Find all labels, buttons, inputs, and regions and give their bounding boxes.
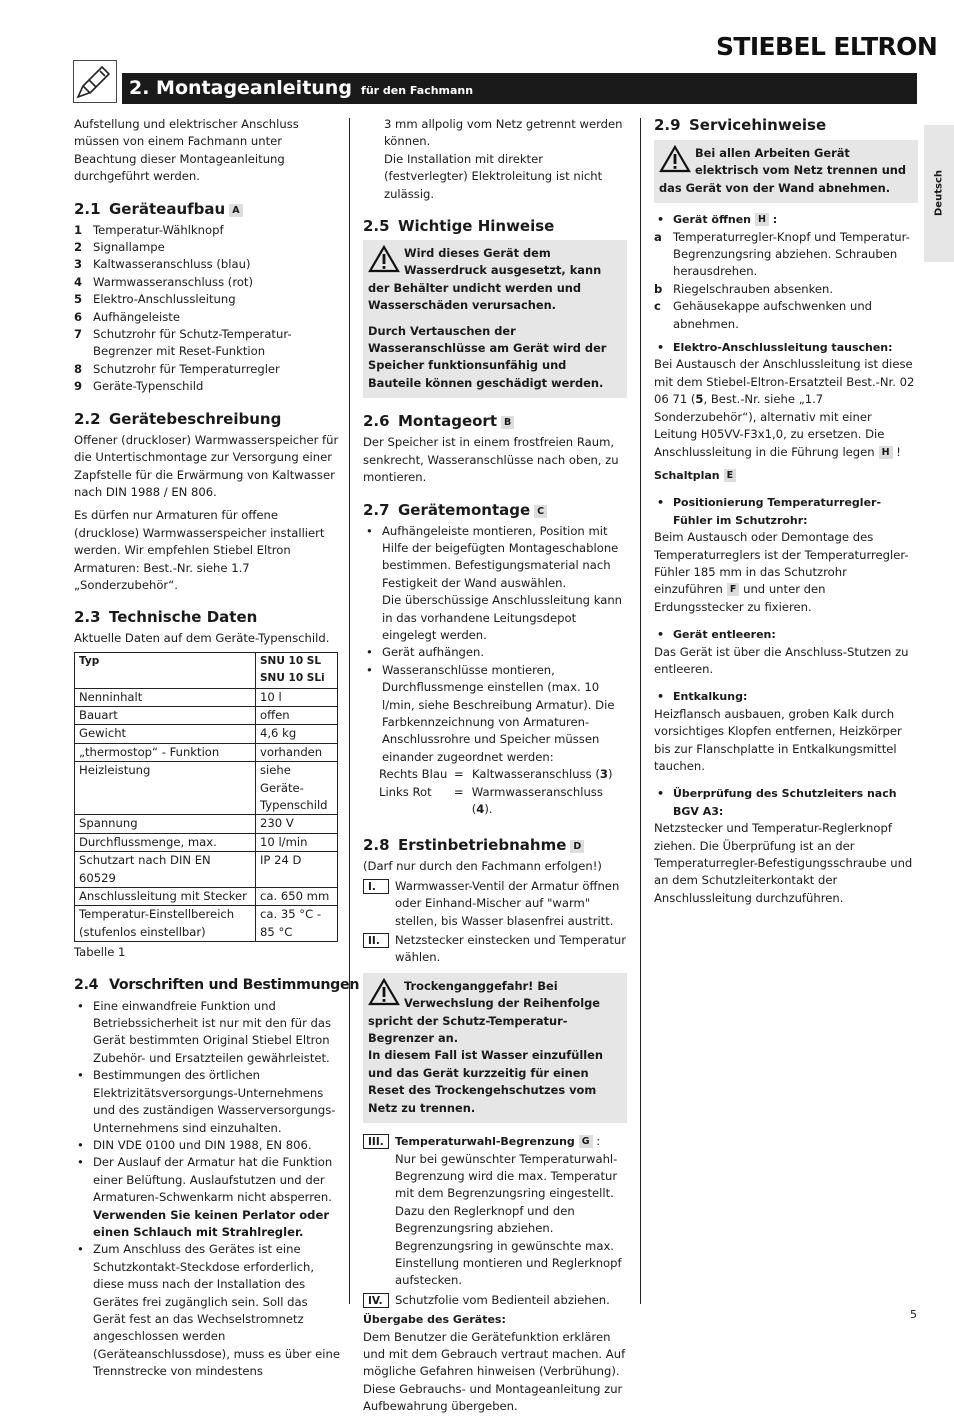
section-heading: 2.3 Technische Daten	[74, 608, 258, 627]
section-heading: 2.6 Montageort B	[363, 412, 627, 431]
step-item: II. Netzstecker einstecken und Temperatur wählen.	[363, 932, 627, 967]
paragraph: Netzstecker und Temperatur-Reglerknopf ziehen. Die Überprüfung ist an der Temperaturregler-Befestigungsschraube und an dem Schutzleiterkontakt der Anschlussleitung durchzuführen.	[654, 821, 913, 905]
section-heading: 2.4 Vorschriften und Bestimmungen	[74, 976, 360, 993]
table-row: Gewicht 4,6 kg	[75, 725, 338, 743]
section-title-bar	[122, 73, 917, 104]
paragraph: Dem Benutzer die Gerätefunktion erklären und mit dem Gebrauch vertraut machen. Auf mögliche Gefahren hinweisen (Verbrühung). Diese Gebrauchs- und Montageanleitung zur Aufbewahrung übergeben.	[363, 1329, 626, 1414]
warning-box: Wird dieses Gerät dem Wasserdruck ausgesetzt, kann der Behälter undicht werden und Wasserschäden verursachen. Durch Vertauschen der Wasseranschlüsse am Gerät wird der Speicher funktionsunfähig und Bauteile können geschädigt werden.	[363, 240, 627, 398]
screwdriver-icon	[73, 60, 117, 103]
table-row: Heizleistung siehe Geräte-Typenschild	[75, 762, 338, 815]
table-row: Spannung 230 V	[75, 815, 338, 833]
list-item: • Gerät entleeren:	[657, 628, 776, 642]
section-heading: 2.7 Gerätemontage C	[363, 501, 627, 520]
note-text: (Darf nur durch den Fachmann erfolgen!)	[363, 859, 602, 874]
warning-icon	[659, 145, 691, 173]
figure-ref: E	[724, 469, 737, 482]
tech-data-table	[74, 652, 338, 943]
list-item: • Gerät öffnen H :	[657, 213, 778, 227]
list-item: 7 Schutzrohr für Schutz-Temperatur-Begrenzer mit Reset-Funktion	[74, 327, 292, 359]
step-item: I. Warmwasser-Ventil der Armatur öffnen oder Einhand-Mischer auf "warm" stellen, bis Wasser blasenfrei austritt.	[363, 878, 627, 930]
list-item: • Wasseranschlüsse montieren, Durchflussmenge einstellen (max. 10 l/min, siehe Beschreibung Armatur). Die Farbkennzeichnung von Armaturen-Anschlussrohre und Speicher müssen einander zugeordnet werden:	[366, 662, 615, 764]
paragraph: Die Installation mit direkter (festverlegter) Elektroleitung ist nicht zulässig.	[384, 151, 603, 201]
parts-list	[74, 222, 342, 396]
brand-logo: STIEBEL ELTRON	[716, 32, 938, 61]
list-item: 6 Aufhängeleiste	[74, 309, 180, 324]
list-item: • Entkalkung:	[657, 690, 748, 704]
table-row: Durchflussmenge, max. 10 l/min	[75, 833, 338, 851]
page-number: 5	[910, 1308, 917, 1321]
figure-ref: D	[570, 840, 584, 853]
section-heading: 2.5 Wichtige Hinweise	[363, 217, 555, 236]
paragraph: Es dürfen nur Armaturen für offene (drucklose) Warmwasserspeicher installiert werden. Wir empfehlen Stiebel Eltron Armaturen: Best.-Nr. siehe 1.7 „Sonderzubehör“.	[74, 508, 325, 592]
paragraph: Beim Austausch oder Demontage des Temperaturreglers ist der Temperaturregler-Fühler 185 mm in das Schutzrohr einzuführen F und unter den Erdungsstecker zu fixieren.	[654, 530, 909, 614]
figure-ref: A	[229, 204, 242, 217]
figure-ref: G	[579, 1135, 593, 1148]
figure-ref: C	[534, 505, 547, 518]
table-header-row	[75, 652, 338, 688]
column-left	[74, 116, 360, 1381]
section-heading: 2.9 Servicehinweise	[654, 116, 827, 134]
paragraph: Aktuelle Daten auf dem Geräte-Typenschild.	[74, 631, 330, 646]
list-item: c Gehäusekappe aufschwenken und abnehmen.	[654, 299, 873, 331]
figure-ref: B	[501, 416, 514, 429]
table-header-cell: SNU 10 SL SNU 10 SLi	[256, 652, 338, 688]
list-item: 9 Geräte-Typenschild	[74, 379, 204, 394]
language-label: Deutsch	[933, 170, 945, 216]
paragraph: Das Gerät ist über die Anschluss-Stutzen zu entleeren.	[654, 644, 909, 676]
list-item: • Gerät aufhängen.	[366, 645, 485, 660]
column-divider	[640, 118, 641, 1304]
list-item: • Eine einwandfreie Funktion und Betriebssicherheit ist nur mit den für das Gerät bestimmten Original Stiebel Eltron Zubehör- und Ersatzteilen gewährleistet.	[77, 998, 332, 1065]
table-row: Schutzart nach DIN EN 60529 IP 24 D	[75, 852, 338, 888]
table-caption: Tabelle 1	[74, 945, 126, 960]
warning-box: Trockenganggefahr! Bei Verwechslung der Reihenfolge spricht der Schutz-Temperatur-Begrenzer an. In diesem Fall ist Wasser einzufüllen und das Gerät kurzzeitig für einen Reset des Trockengehschutzes vom Netz zu trennen.	[363, 973, 627, 1123]
list-item: • Positionierung Temperaturregler-Fühler im Schutzrohr:	[657, 496, 882, 527]
section-heading: 2.2 Gerätebeschreibung	[74, 409, 282, 428]
list-item: a Temperaturregler-Knopf und Temperatur-Begrenzungsring abziehen. Schrauben herausdrehen.	[654, 229, 910, 279]
table-header-cell: Typ	[75, 652, 256, 688]
list-item: 3 Kaltwasseranschluss (blau)	[74, 257, 251, 272]
paragraph: Der Speicher ist in einem frostfreien Raum, senkrecht, Wasseranschlüsse nach oben, zu montieren.	[363, 435, 619, 485]
paragraph: Bei Austausch der Anschlussleitung ist diese mit dem Stiebel-Eltron-Ersatzteil Best.-Nr. 02 06 71 (5, Best.-Nr. siehe „1.7 Sonderzubehör“), alternativ mit einer Leitung H05VV-F3x1,0, zu ersetzen. Die Anschlussleitung in die Führung legen H !	[654, 357, 915, 459]
table-row: Anschlussleitung mit Stecker ca. 650 mm	[75, 888, 338, 906]
column-middle	[363, 116, 627, 1422]
column-right	[654, 116, 918, 913]
warning-icon	[368, 245, 400, 273]
page-title: 2. Montageanleitung	[129, 77, 352, 99]
intro-text: Aufstellung und elektrischer Anschluss müssen von einem Fachmann unter Beachtung dieser Montageanleitung durchgeführt werden.	[74, 117, 299, 184]
paragraph: Heizflansch ausbauen, groben Kalk durch vorsichtiges Klopfen entfernen, Heizkörper bis zur Flanschplatte in Entkalkungsmittel tauchen.	[654, 706, 902, 773]
section-heading: 2.1 Geräteaufbau A	[74, 200, 342, 219]
paragraph: 3 mm allpolig vom Netz getrennt werden können.	[384, 117, 623, 149]
page-subtitle: für den Fachmann	[361, 84, 474, 97]
subheading: Übergabe des Gerätes:	[363, 1313, 506, 1327]
list-item: • Elektro-Anschlussleitung tauschen:	[657, 341, 893, 355]
warning-icon	[368, 978, 400, 1006]
column-divider	[349, 118, 350, 1304]
step-item: IV. Schutzfolie vom Bedienteil abziehen.	[363, 1292, 627, 1309]
table-row: Bauart offen	[75, 706, 338, 724]
subheading: Schaltplan E	[654, 467, 918, 484]
figure-ref: H	[755, 213, 769, 226]
table-row: Nenninhalt 10 l	[75, 688, 338, 706]
paragraph: Offener (druckloser) Warmwasserspeicher für die Untertischmontage zur Versorgung einer Zapfstelle für die Erwärmung von Kaltwasser nach DIN 1988 / EN 806.	[74, 432, 339, 499]
step-item: III. Temperaturwahl-Begrenzung G : Nur bei gewünschter Temperaturwahl-Begrenzung wird die max. Temperatur mit dem Begrenzungsring eingestellt. Dazu den Reglerknopf und den Begrenzungsring abziehen. Begrenzungsring in gewünschte max. Einstellung montieren und Reglerknopf aufstecken.	[363, 1133, 627, 1290]
list-item: b Riegelschrauben absenken.	[654, 281, 834, 296]
figure-ref: F	[727, 583, 740, 596]
list-item: • Zum Anschluss des Gerätes ist eine Schutzkontakt-Steckdose erforderlich, diese muss nach der Installation des Gerätes frei zugänglich sein. Soll das Gerät fest an das Wechselstromnetz angeschlossen werden (Geräteanschlussdose), muss es über eine Trennstrecke von mindestens	[77, 1242, 340, 1379]
list-item: 8 Schutzrohr für Temperaturregler	[74, 361, 280, 376]
list-item: • DIN VDE 0100 und DIN 1988, EN 806.	[77, 1137, 312, 1152]
list-item: • Überprüfung des Schutzleiters nach BGV A3:	[657, 787, 897, 818]
color-mapping: Links Rot = Warmwasseranschluss (4).	[379, 784, 603, 816]
list-item: • Der Auslauf der Armatur hat die Funktion einer Belüftung. Auslaufstutzen und der Armaturen-Schwenkarm nicht absperren. Verwenden Sie keinen Perlator oder einen Schlauch mit Strahlregler.	[77, 1155, 333, 1239]
table-row: Temperatur-Einstellbereich (stufenlos einstellbar) ca. 35 °C - 85 °C	[75, 906, 338, 942]
language-tab	[924, 125, 954, 262]
list-item: 2 Signallampe	[74, 240, 165, 255]
figure-ref: H	[879, 446, 893, 459]
list-item: • Bestimmungen des örtlichen Elektrizitätsversorgungs-Unternehmens und des zuständigen Wasserversorgungs-Unternehmens sind einzuhalten.	[77, 1068, 336, 1135]
section-heading: 2.8 Erstinbetriebnahme D	[363, 836, 627, 855]
warning-box: Bei allen Arbeiten Gerät elektrisch vom Netz trennen und das Gerät von der Wand abnehmen.	[654, 140, 918, 203]
list-item: 5 Elektro-Anschlussleitung	[74, 292, 236, 307]
list-item: • Aufhängeleiste montieren, Position mit Hilfe der beigefügten Montageschablone bestimmen. Befestigungsmaterial nach Festigkeit der Wand auswählen. Die überschüssige Anschlussleitung kann in das vorhandene Leitungsdepot eingelegt werden.	[366, 523, 623, 642]
table-row: „thermostop“ - Funktion vorhanden	[75, 743, 338, 761]
list-item: 4 Warmwasseranschluss (rot)	[74, 274, 253, 289]
color-mapping: Rechts Blau = Kaltwasseranschluss (3)	[379, 767, 613, 782]
list-item: 1 Temperatur-Wählknopf	[74, 222, 224, 237]
